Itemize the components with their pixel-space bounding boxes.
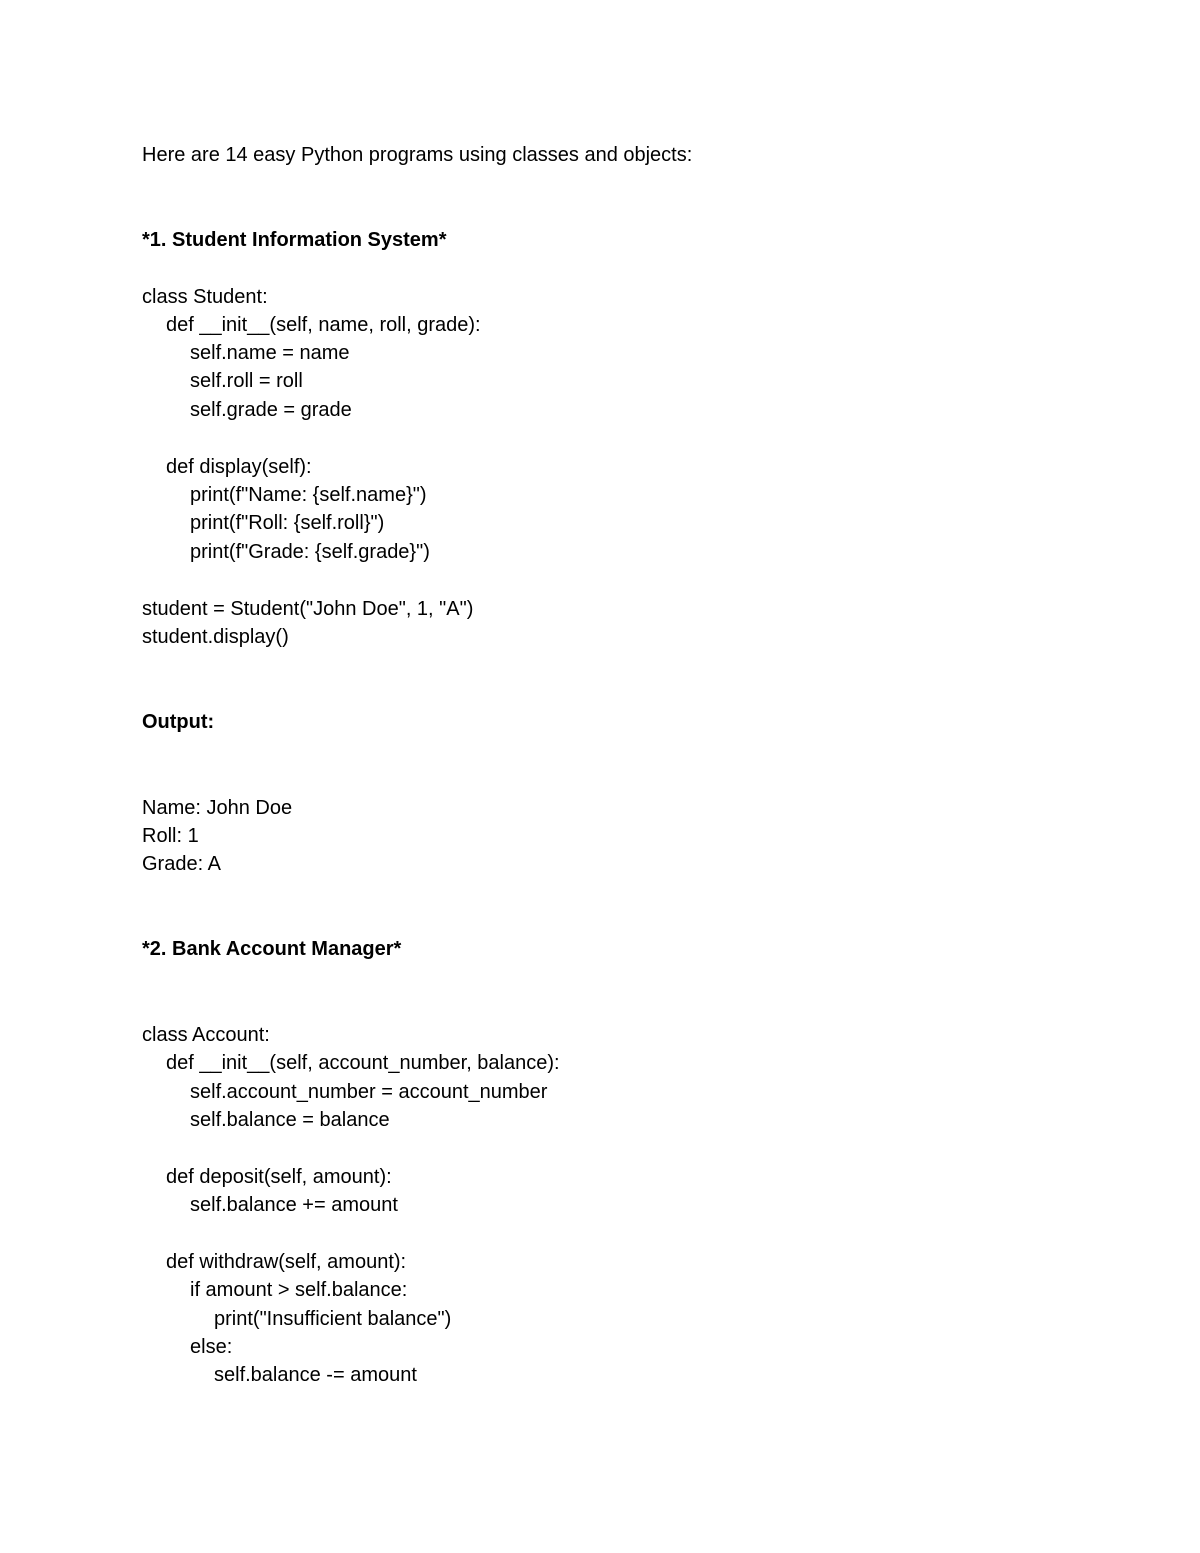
code-line: def withdraw(self, amount): [166, 1251, 407, 1273]
code-line: self.balance -= amount [214, 1364, 417, 1386]
code-line: def __init__(self, name, roll, grade): [166, 314, 481, 336]
code-line: class Student: [142, 286, 268, 308]
code-line: self.grade = grade [190, 399, 352, 421]
section-heading: *1. Student Information System* [142, 229, 447, 251]
output-label: Output: [142, 711, 215, 733]
output-line: Name: John Doe [142, 797, 293, 819]
code-line: print(f"Grade: {self.grade}") [190, 541, 430, 563]
code-line: def deposit(self, amount): [166, 1166, 392, 1188]
code-line: def display(self): [166, 456, 312, 478]
code-line: else: [190, 1336, 233, 1358]
code-line: self.roll = roll [190, 370, 303, 392]
code-line: if amount > self.balance: [190, 1279, 408, 1301]
code-line: student = Student("John Doe", 1, "A") [142, 598, 474, 620]
code-line: print(f"Roll: {self.roll}") [190, 512, 385, 534]
code-line: print(f"Name: {self.name}") [190, 484, 427, 506]
code-line: self.balance += amount [190, 1194, 398, 1216]
section-heading: *2. Bank Account Manager* [142, 938, 402, 960]
code-line: student.display() [142, 626, 289, 648]
code-line: self.balance = balance [190, 1109, 390, 1131]
code-line: self.account_number = account_number [190, 1081, 548, 1103]
intro-text: Here are 14 easy Python programs using classes and objects: [142, 144, 693, 166]
code-line: def __init__(self, account_number, balance): [166, 1052, 560, 1074]
output-line: Roll: 1 [142, 825, 199, 847]
code-line: print("Insufficient balance") [214, 1308, 452, 1330]
output-line: Grade: A [142, 853, 221, 875]
code-line: self.name = name [190, 342, 350, 364]
code-line: class Account: [142, 1024, 270, 1046]
